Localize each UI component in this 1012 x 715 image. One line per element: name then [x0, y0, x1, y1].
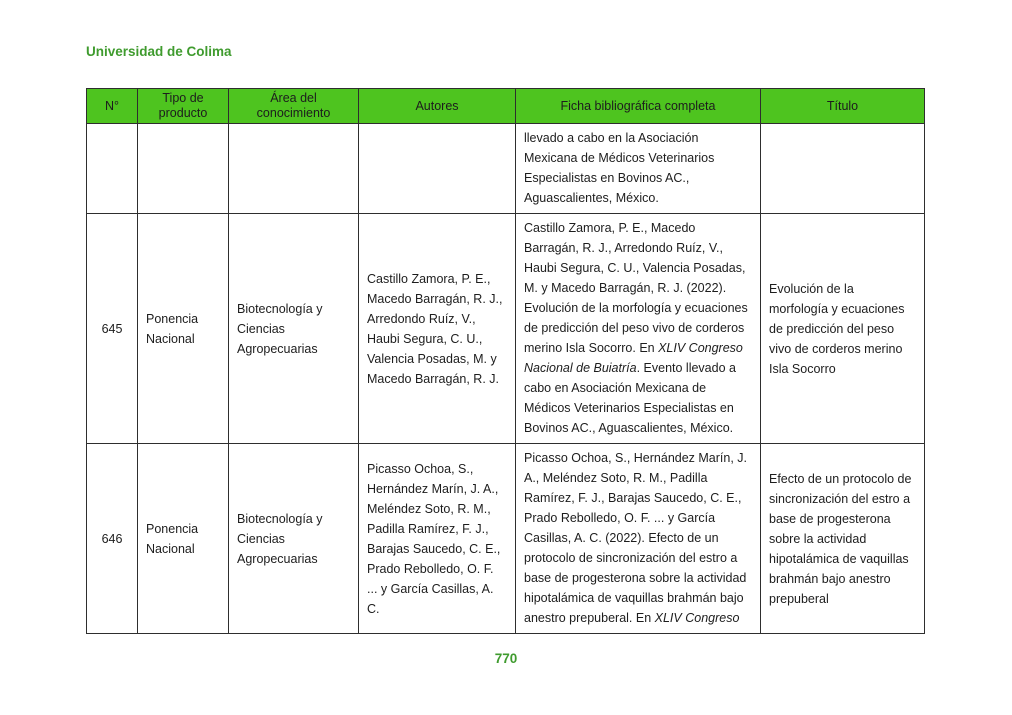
- table-row: [87, 214, 925, 444]
- cell-autores: Castillo Zamora, P. E., Macedo Barragán, R. J., Arredondo Ruíz, V., Haubi Segura, C. U., Valencia Posadas, M. y Macedo Barragán, R. J.: [359, 214, 516, 444]
- publications-table: [86, 88, 925, 634]
- col-header-tipo-producto: Tipo de producto: [138, 89, 229, 124]
- cell-titulo: Evolución de la morfología y ecuaciones de predicción del peso vivo de corderos merino Isla Socorro: [761, 214, 925, 444]
- cell-titulo: Efecto de un protocolo de sincronización del estro a base de progesterona sobre la actividad hipotalámica de vaquillas brahmán bajo anestro prepuberal: [761, 444, 925, 634]
- cell-ficha: llevado a cabo en la Asociación Mexicana de Médicos Veterinarios Especialistas en Bovinos AC., Aguascalientes, México.: [516, 124, 761, 214]
- cell-tipo: Ponencia Nacional: [138, 214, 229, 444]
- cell-num: 646: [87, 444, 138, 634]
- table-row: [87, 444, 925, 634]
- cell-tipo: [138, 124, 229, 214]
- university-header: Universidad de Colima: [86, 44, 232, 59]
- cell-area: Biotecnología y Ciencias Agropecuarias: [229, 214, 359, 444]
- cell-tipo: Ponencia Nacional: [138, 444, 229, 634]
- table-row: [87, 124, 925, 214]
- cell-autores: [359, 124, 516, 214]
- cell-ficha: Picasso Ochoa, S., Hernández Marín, J. A., Meléndez Soto, R. M., Padilla Ramírez, F. J., Barajas Saucedo, C. E., Prado Rebolledo, O. F. ... y García Casillas, A. C. (2022). Efecto de un protocolo de sincronización del estro a base de progesterona sobre la actividad hipotalámica de vaquillas brahmán bajo anestro prepuberal. En XLIV Congreso: [516, 444, 761, 634]
- cell-titulo: [761, 124, 925, 214]
- page-number: 770: [494, 651, 518, 666]
- cell-area: Biotecnología y Ciencias Agropecuarias: [229, 444, 359, 634]
- cell-num: [87, 124, 138, 214]
- col-header-titulo: Título: [761, 89, 925, 124]
- col-header-ficha-bibliografica: Ficha bibliográfica completa: [516, 89, 761, 124]
- table-body: [87, 124, 925, 634]
- cell-num: 645: [87, 214, 138, 444]
- cell-autores: Picasso Ochoa, S., Hernández Marín, J. A., Meléndez Soto, R. M., Padilla Ramírez, F. J., Barajas Saucedo, C. E., Prado Rebolledo, O. F. ... y García Casillas, A. C.: [359, 444, 516, 634]
- col-header-area-conocimiento: Área del conocimiento: [229, 89, 359, 124]
- table-header-row: [87, 89, 925, 124]
- col-header-autores: Autores: [359, 89, 516, 124]
- cell-ficha: Castillo Zamora, P. E., Macedo Barragán, R. J., Arredondo Ruíz, V., Haubi Segura, C. U., Valencia Posadas, M. y Macedo Barragán, R. J. (2022). Evolución de la morfología y ecuaciones de predicción del peso vivo de corderos merino Isla Socorro. En XLIV Congreso Nacional de Buiatría. Evento llevado a cabo en Asociación Mexicana de Médicos Veterinarios Especialistas en Bovinos AC., Aguascalientes, México.: [516, 214, 761, 444]
- cell-area: [229, 124, 359, 214]
- col-header-num: N°: [87, 89, 138, 124]
